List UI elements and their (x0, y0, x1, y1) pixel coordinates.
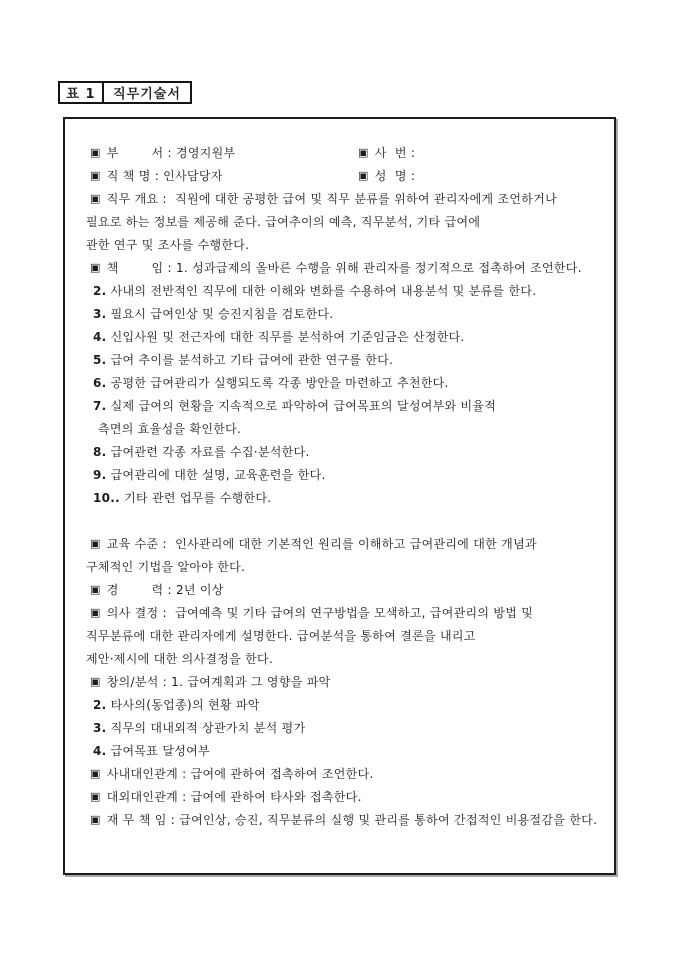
line-text: 구체적인 기법을 알아야 한다. (86, 560, 246, 574)
text-row (65, 142, 614, 165)
text-row (65, 395, 614, 418)
line-segment (86, 560, 245, 574)
text-row (65, 671, 614, 694)
text-row (65, 556, 614, 579)
line-segment (86, 629, 476, 643)
line-text: 7. 실제 급여의 현황을 지속적으로 파악하여 급여목표의 달성여부와 비율적 (93, 399, 497, 413)
text-row (65, 763, 614, 786)
line-text: 직무 개요 : 직원에 대한 공평한 급여 및 직무 분류를 위하여 관리자에게 조언하거나 (106, 192, 557, 206)
line-text: 창의/분석 : 1. 급여계획과 그 영향을 파악 (106, 675, 331, 689)
line-text: 필요로 하는 정보를 제공해 준다. 급여추이의 예측, 직무분석, 기타 급여에 (86, 215, 481, 229)
line-segment (90, 606, 533, 620)
item-number: 2. (93, 284, 107, 298)
line-text: 측면의 효율성을 확인한다. (98, 422, 242, 436)
line-segment (90, 169, 223, 183)
line-text: 부 서 : 경영지원부 (106, 146, 236, 160)
square-bullet-icon: ▣ (90, 192, 101, 205)
line-segment (93, 445, 310, 459)
line-text: 직무분류에 대한 관리자에게 설명한다. 급여분석을 통하여 결론을 내리고 (86, 629, 476, 643)
line-segment (358, 165, 415, 188)
square-bullet-icon: ▣ (90, 261, 101, 274)
line-text: 재 무 책 임 : 급여인상, 승진, 직무분류의 실행 및 관리를 통하여 간접적인 비용절감을 한다. (106, 813, 598, 827)
blank-row (65, 510, 614, 533)
text-row (65, 579, 614, 602)
item-number: 3. (93, 721, 107, 735)
line-text: 관한 연구 및 조사를 수행한다. (86, 238, 250, 252)
text-row (65, 487, 614, 510)
table-title-box: 직무기술서 (102, 81, 192, 104)
text-row (65, 418, 614, 441)
line-text: 10.. 기타 관련 업무를 수행한다. (93, 491, 272, 505)
line-text: 제안·제시에 대한 의사결정을 한다. (86, 652, 274, 666)
item-number: 2. (93, 698, 107, 712)
line-text: 의사 결정 : 급여예측 및 기타 급여의 연구방법을 모색하고, 급여관리의 방법 및 (106, 606, 534, 620)
line-segment (90, 261, 582, 275)
text-row (65, 648, 614, 671)
item-number: 9. (93, 468, 107, 482)
line-text: 4. 급여목표 달성여부 (93, 744, 210, 758)
square-bullet-icon: ▣ (358, 146, 369, 159)
line-segment (93, 468, 326, 482)
document-rows (65, 142, 614, 832)
line-text: 3. 직무의 대내외적 상관가치 분석 평가 (93, 721, 306, 735)
text-row (65, 280, 614, 303)
text-row (65, 717, 614, 740)
text-row (65, 625, 614, 648)
line-text: 책 임 : 1. 성과급제의 올바른 수행을 위해 관리자를 정기적으로 접촉하여 조언한다. (106, 261, 582, 275)
line-segment (93, 744, 210, 758)
line-segment (93, 721, 305, 735)
square-bullet-icon: ▣ (90, 146, 101, 159)
square-bullet-icon: ▣ (90, 606, 101, 619)
text-row (65, 372, 614, 395)
line-segment (93, 376, 449, 390)
text-row (65, 211, 614, 234)
square-bullet-icon: ▣ (90, 169, 101, 182)
line-segment (86, 215, 480, 229)
square-bullet-icon: ▣ (90, 813, 101, 826)
item-number: 4. (93, 744, 107, 758)
item-number: 8. (93, 445, 107, 459)
line-segment (90, 790, 362, 804)
text-row (65, 234, 614, 257)
line-text: 2. 사내의 전반적인 직무에 대한 이해와 변화를 수용하여 내용분석 및 분류를 한다. (93, 284, 537, 298)
item-number: 4. (93, 330, 107, 344)
line-text: 교육 수준 : 인사관리에 대한 기본적인 원리를 이해하고 급여관리에 대한 개념과 (106, 537, 537, 551)
text-row (65, 694, 614, 717)
line-text: 5. 급여 추이를 분석하고 기타 급여에 관한 연구를 한다. (93, 353, 394, 367)
line-text: 9. 급여관리에 대한 설명, 교육훈련을 한다. (93, 468, 326, 482)
line-segment (98, 422, 241, 436)
line-segment (90, 813, 597, 827)
line-segment (90, 146, 235, 160)
text-row (65, 786, 614, 809)
line-segment (86, 652, 273, 666)
item-number: 3. (93, 307, 107, 321)
line-segment (90, 767, 374, 781)
text-row (65, 349, 614, 372)
line-segment (90, 583, 224, 597)
text-row (65, 303, 614, 326)
item-number: 10.. (93, 491, 121, 505)
table-caption (58, 81, 192, 104)
text-row (65, 533, 614, 556)
text-row (65, 602, 614, 625)
text-row (65, 441, 614, 464)
text-row (65, 464, 614, 487)
line-segment (90, 537, 537, 551)
line-text: 2. 타사의(동업종)의 현황 파악 (93, 698, 260, 712)
table-number-box: 표 1 (58, 81, 104, 104)
text-row (65, 188, 614, 211)
text-row (65, 740, 614, 763)
line-segment (93, 284, 536, 298)
line-segment (93, 353, 393, 367)
line-segment (358, 142, 415, 165)
job-description-box (63, 117, 616, 875)
line-segment (90, 192, 557, 206)
line-text: 대외대인관계 : 급여에 관하여 타사와 접촉한다. (106, 790, 362, 804)
line-text: 성 명 : (374, 169, 416, 183)
line-segment (86, 238, 249, 252)
item-number: 7. (93, 399, 107, 413)
line-text: 사내대인관계 : 급여에 관하여 접촉하여 조언한다. (106, 767, 374, 781)
square-bullet-icon: ▣ (358, 169, 369, 182)
item-number: 5. (93, 353, 107, 367)
item-number: 6. (93, 376, 107, 390)
text-row (65, 257, 614, 280)
line-text: 3. 필요시 급여인상 및 승진지침을 검토한다. (93, 307, 334, 321)
line-segment (93, 399, 496, 413)
line-segment (93, 491, 271, 505)
line-text: 사 번 : (374, 146, 416, 160)
line-text: 8. 급여관련 각종 자료를 수집·분석한다. (93, 445, 310, 459)
text-row (65, 165, 614, 188)
line-segment (93, 330, 465, 344)
line-text: 6. 공평한 급여관리가 실행되도록 각종 방안을 마련하고 추천한다. (93, 376, 449, 390)
line-segment (93, 307, 333, 321)
square-bullet-icon: ▣ (90, 675, 101, 688)
line-segment (93, 698, 260, 712)
square-bullet-icon: ▣ (90, 583, 101, 596)
line-text: 직 책 명 : 인사담당자 (106, 169, 223, 183)
text-row (65, 809, 614, 832)
text-row (65, 326, 614, 349)
line-text: 4. 신입사원 및 전근자에 대한 직무를 분석하여 기준임금은 산정한다. (93, 330, 465, 344)
square-bullet-icon: ▣ (90, 767, 101, 780)
line-text: 경 력 : 2년 이상 (106, 583, 224, 597)
line-segment (90, 675, 331, 689)
square-bullet-icon: ▣ (90, 790, 101, 803)
square-bullet-icon: ▣ (90, 537, 101, 550)
